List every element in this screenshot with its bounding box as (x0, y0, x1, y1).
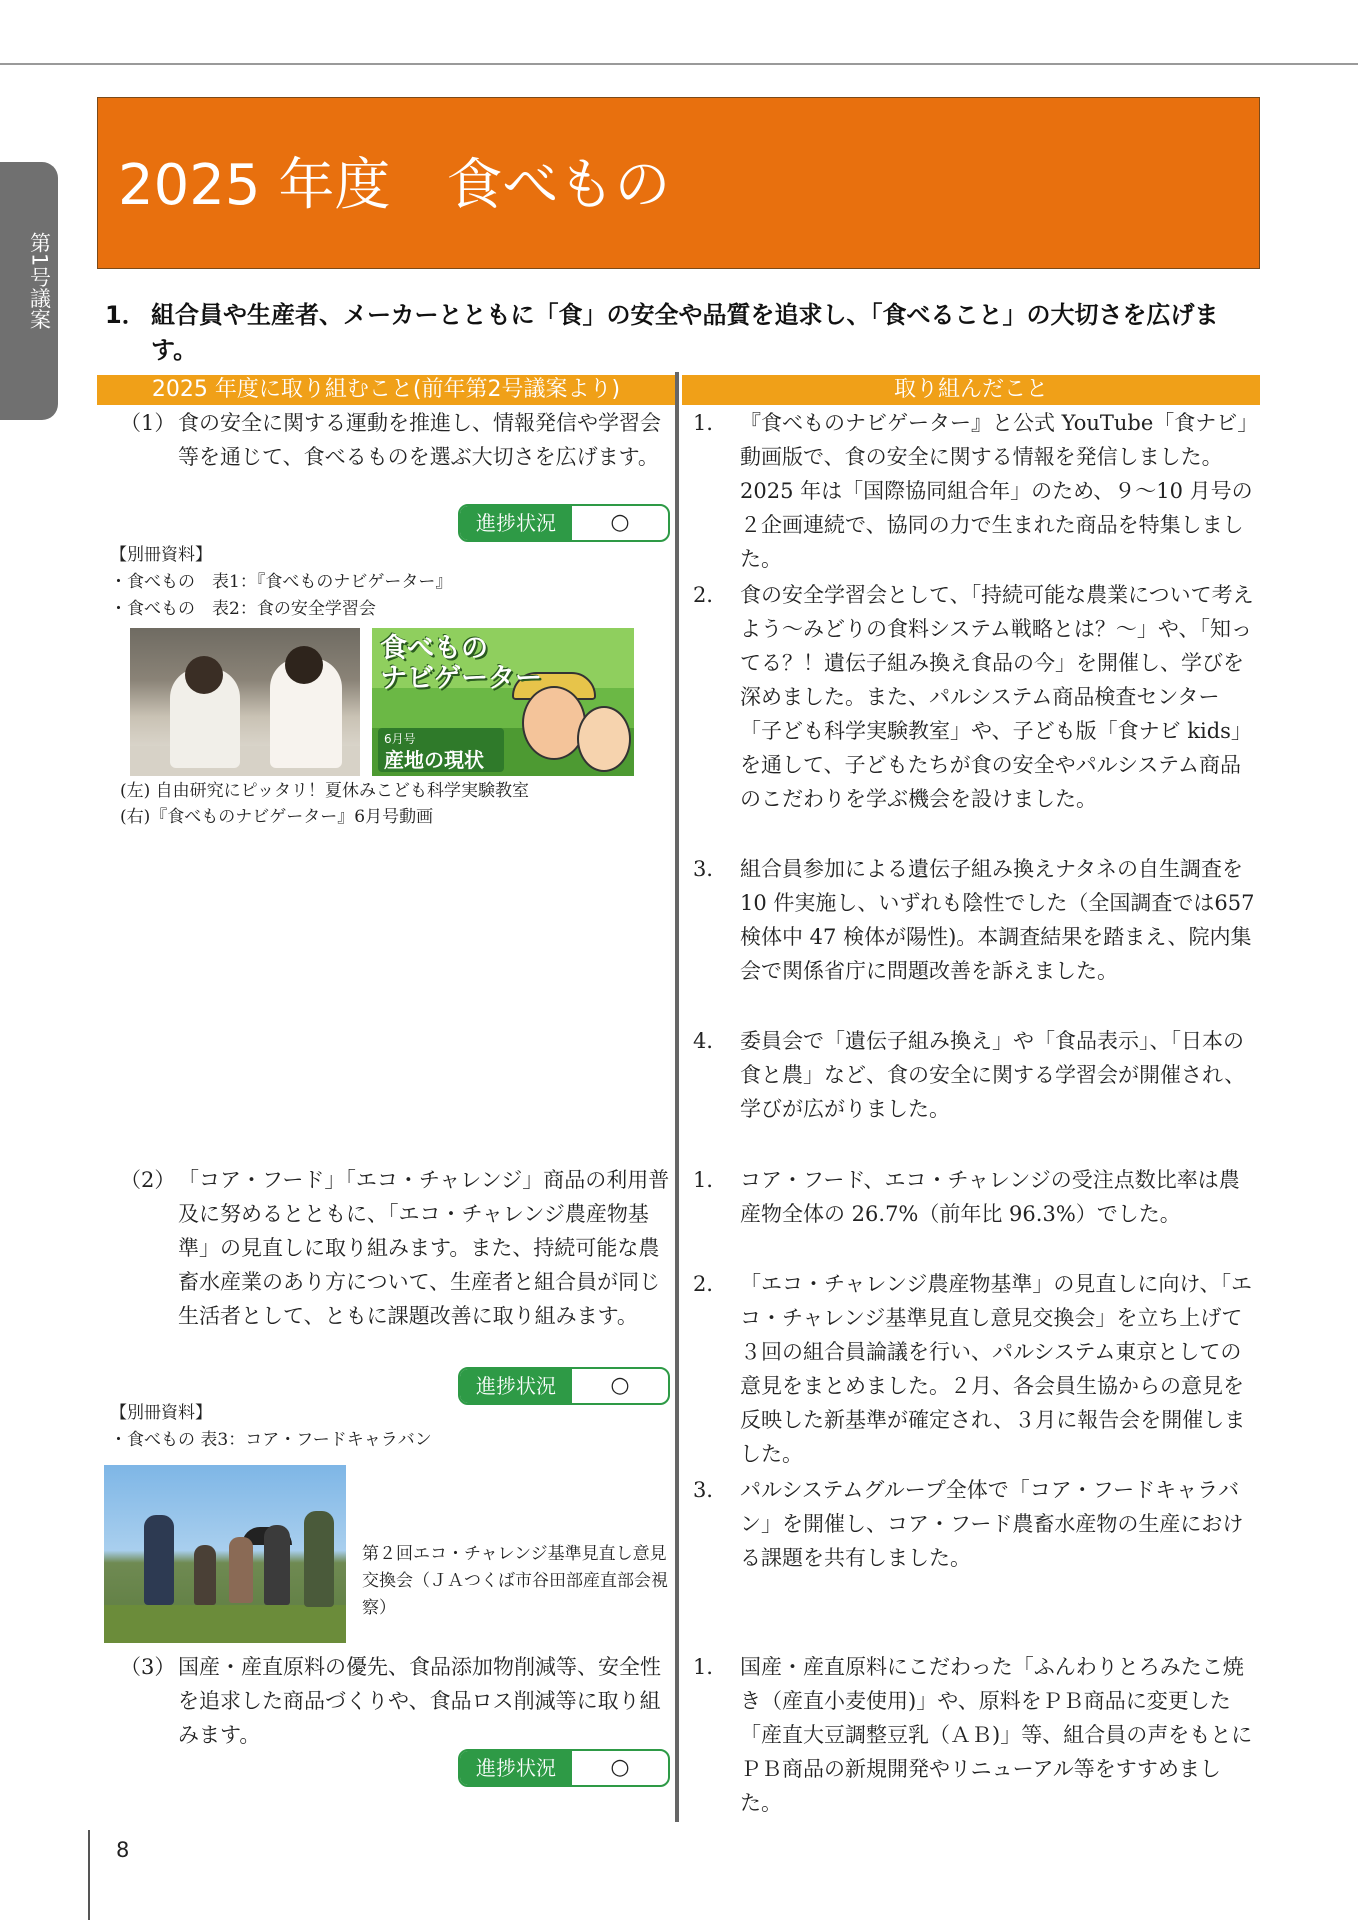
result-item-1-4: 4． 委員会で「遺伝子組み換え」や「食品表示」、「日本の食と農」など、食の安全に関する学習会が開催され、学びが広がりました。 (693, 1029, 1246, 1121)
section-number: 1． (105, 301, 146, 329)
result-item-1-2: 2． 食の安全学習会として、「持続可能な農業について考えよう～みどりの食料システム戦略とは？～」や、「知ってる？！遺伝子組み換え食品の今」を開催し、学びを深めました。また、パルシステム商品検査センター「子ども科学実験教室」や、子ども版「食ナビ kids」を通して、子どもたちが食の安全やパルシステム商品のこだわりを学ぶ機会を設けました。 (693, 583, 1254, 811)
progress-value: ○ (610, 1373, 630, 1398)
thumbnail-title: 食べもの ナビゲーター (380, 633, 542, 694)
column-divider (675, 372, 679, 1822)
reference-list-2 (110, 1400, 670, 1454)
reference-title: 【別冊資料】 (110, 1403, 212, 1423)
result-item-1-1: 1． 『食べものナビゲーター』と公式 YouTube「食ナビ」動画版で、食の安全に関する情報を発信しました。2025 年は「国際協同組合年」のため、９～10 月号の２企画連続で、協同の力で生まれた商品を特集しました。 (693, 411, 1253, 571)
photo-caption-left: (左) 自由研究にピッタリ！夏休みこども科学実験教室 (120, 781, 529, 801)
progress-label: 進捗状況 (460, 1751, 572, 1785)
progress-label: 進捗状況 (460, 1369, 572, 1403)
progress-label: 進捗状況 (460, 506, 572, 540)
field-visit-photo (104, 1465, 346, 1643)
page-number: 8 (116, 1838, 130, 1862)
progress-badge-3 (458, 1749, 670, 1787)
photo-caption-right: (右)『食べものナビゲーター』6月号動画 (120, 807, 434, 827)
result-item-2-1: 1． コア・フード、エコ・チャレンジの受注点数比率は農産物全体の 26.7%（前年比 96.3%）でした。 (693, 1168, 1240, 1226)
plan-item-2 (120, 1163, 672, 1369)
footer-rule (88, 1830, 90, 1920)
result-item-1-3: 3． 組合員参加による遺伝子組み換えナタネの自生調査を 10 件実施し、いずれも陰性でした（全国調査では657 検体中 47 検体が陽性)。本調査結果を踏まえ、院内集会で関係省庁に問題改善を訴えました。 (693, 857, 1255, 983)
page-title: 2025 年度 食べもの (118, 153, 671, 218)
plan-item-text: 「コア・フード」「エコ・チャレンジ」商品の利用普及に努めるとともに、「エコ・チャレンジ農産物基準」の見直しに取り組みます。また、持続可能な農畜水産業のあり方について、生産者と組合員が同じ生活者として、ともに課題改善に取り組みます。 (178, 1168, 670, 1328)
reference-line: ・食べもの 表1：『食べものナビゲーター』 (110, 572, 453, 592)
result-item-3-1: 1． 国産・産直原料にこだわった「ふんわりとろみたこ焼き（産直小麦使用)」や、原料をＰＢ商品に変更した「産直大豆調整豆乳（ＡＢ)」等、組合員の声をもとにＰＢ商品の新規開発やリニューアル等をすすめました。 (693, 1655, 1253, 1815)
title-banner (97, 97, 1260, 269)
plan-item-text: 食の安全に関する運動を推進し、情報発信や学習会等を通じて、食べるものを選ぶ大切さを広げます。 (178, 411, 661, 469)
reference-line: ・食べもの 表2：食の安全学習会 (110, 599, 376, 619)
progress-value: ○ (610, 510, 630, 535)
field-visit-caption: 第２回エコ・チャレンジ基準見直し意見交換会（ＪＡつくば市谷田部産直部会視察） (362, 1544, 668, 1618)
thumbnail-tag: 6月号 産地の現状 (378, 728, 504, 772)
result-item-2-3: 3． パルシステムグループ全体で「コア・フードキャラバン」を開催し、コア・フード農畜水産物の生産における課題を共有しました。 (693, 1478, 1244, 1570)
science-class-photo (130, 628, 360, 776)
plan-item-number: （3） (120, 1655, 176, 1679)
top-rule (0, 63, 1358, 65)
reference-title: 【別冊資料】 (110, 545, 212, 565)
plan-item-text: 国産・産直原料の優先、食品添加物削減等、安全性を追求した商品づくりや、食品ロス削減等に取り組みます。 (178, 1655, 661, 1747)
progress-badge-1 (458, 504, 670, 542)
result-item-2-2: 2． 「エコ・チャレンジ農産物基準」の見直しに向け、「エコ・チャレンジ基準見直し意見交換会」を立ち上げて３回の組合員論議を行い、パルシステム東京としての意見をまとめました。２月、各会員生協からの意見を反映した新基準が確定され、３月に報告会を開催しました。 (693, 1272, 1252, 1466)
progress-value: ○ (610, 1755, 630, 1780)
section-heading-text: 組合員や生産者、メーカーとともに「食」の安全や品質を追求し、「食べること」の大切さを広げます。 (151, 301, 1219, 364)
plan-item-1 (120, 406, 672, 510)
chapter-side-tab-label: 第1号議案 (27, 232, 52, 330)
food-navigator-video-thumbnail (372, 628, 634, 776)
left-column-header: 2025 年度に取り組むこと(前年第2号議案より) (97, 375, 675, 405)
plan-item-3 (120, 1650, 672, 1754)
right-column-header: 取り組んだこと (682, 375, 1260, 405)
plan-item-number: （1） (120, 411, 176, 435)
reference-line: ・食べもの 表3：コア・フードキャラバン (110, 1430, 432, 1450)
reference-list-1 (110, 542, 670, 623)
plan-item-number: （2） (120, 1168, 176, 1192)
